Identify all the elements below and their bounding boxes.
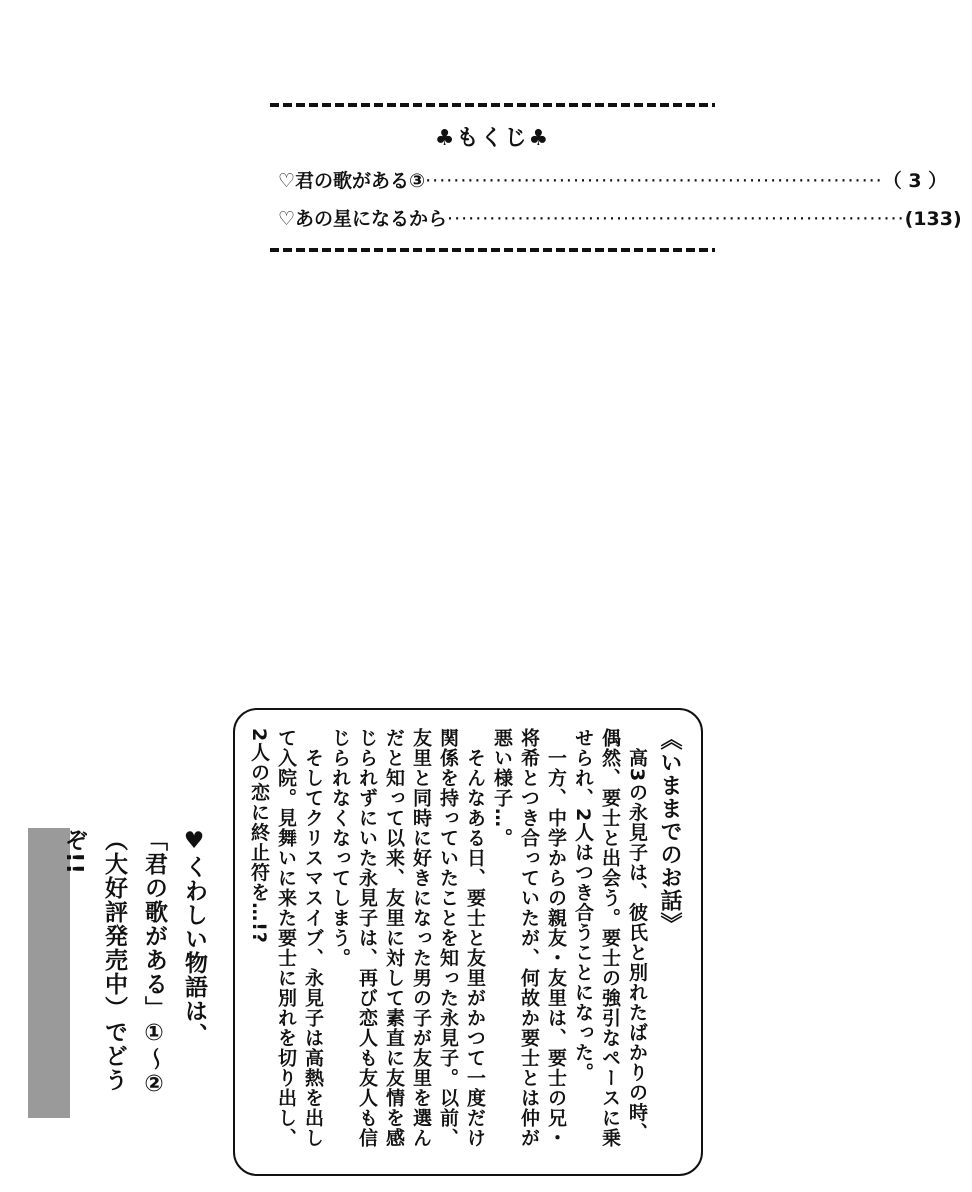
toc-entry xyxy=(270,162,948,200)
summary-paragraph: そしてクリスマスイブ、永見子は高熱を出して入院。見舞いに来た要士に別れを切り出し、2人の恋に終止符を…!? xyxy=(248,728,324,1148)
summary-paragraph: そんなある日、要士と友里がかつて一度だけ関係を持っていたことを知った永見子。以前、友里と同時に好きになった男の子が友里を選んだと知って以来、友里に対して素直に友情を感じられずにいた永見子は、再び恋人も友人も信じられなくなってしまう。 xyxy=(329,728,486,1148)
table-of-contents xyxy=(270,103,962,252)
summary-paragraph: 一方、中学からの親友・友里は、要士の兄・将希とつき合っていたが、何故か要士とは仲が悪い様子…。 xyxy=(491,728,567,1148)
promo-text xyxy=(54,828,214,1118)
toc-entry-leader: ································································· xyxy=(447,208,905,230)
story-summary-text xyxy=(245,728,683,1158)
toc-entry-page: （ 3 ） xyxy=(882,170,948,192)
toc-entry-label: ♡君の歌がある③ xyxy=(278,170,426,192)
story-summary-box xyxy=(233,708,703,1176)
toc-entry-label: ♡あの星になるから xyxy=(278,208,448,230)
promo-line: ♥くわしい物語は、 xyxy=(181,828,207,1047)
promo-line: 「君の歌がある」①～② xyxy=(141,828,167,1098)
summary-paragraph: 高3の永見子は、彼氏と別れたばかりの時、偶然、要士と出会う。要士の強引なペースに乗せられ、2人はつき合うことになった。 xyxy=(572,728,648,1148)
top-dashed-rule xyxy=(270,103,715,107)
toc-entry xyxy=(270,200,962,238)
bottom-dashed-rule xyxy=(270,248,715,252)
toc-entry-leader: ································································· xyxy=(425,170,883,192)
toc-title: ♣もくじ♣ xyxy=(434,126,551,151)
toc-entry-page: (133) xyxy=(904,208,962,230)
summary-title: 《いままでのお話》 xyxy=(657,728,682,935)
series-promo xyxy=(20,828,220,1118)
promo-line: （大好評発売中）でどうぞ!! xyxy=(61,828,127,1092)
